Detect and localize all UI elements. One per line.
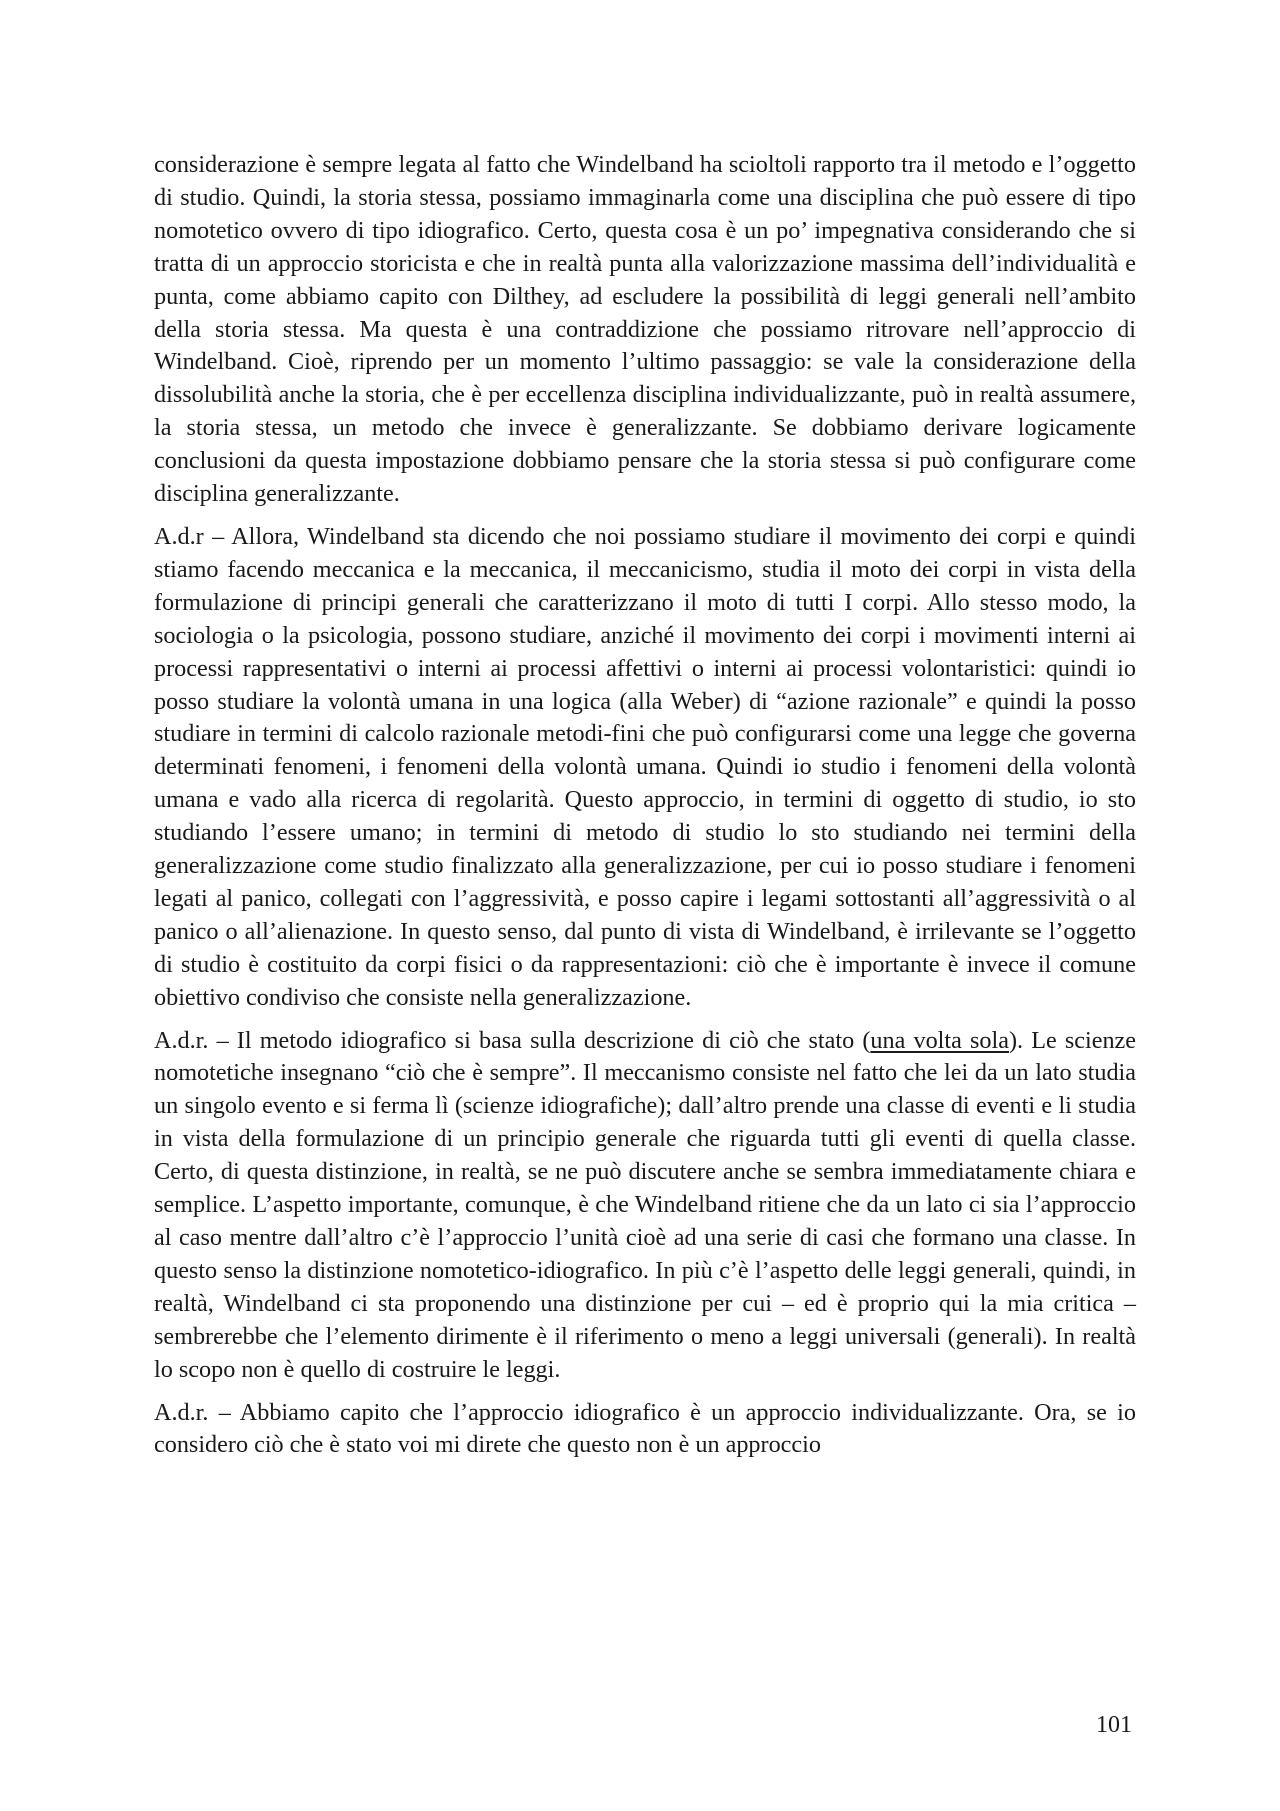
- document-body: [154, 149, 1136, 1472]
- page-number: 101: [1096, 1712, 1132, 1738]
- paragraph-3-underlined-text: una volta sola: [870, 1026, 1009, 1054]
- paragraph-2: A.d.r – Allora, Windelband sta dicendo che noi possiamo studiare il movimento dei corpi e quindi stiamo facendo meccanica e la meccanica, il meccanicismo, studia il moto dei corpi in vista della formulazione di principi generali che caratterizzano il moto di tutti I corpi. Allo stesso modo, la sociologia o la psicologia, possono studiare, anziché il movimento dei corpi i movimenti interni ai processi rappresentativi o interni ai processi affettivi o interni ai processi volontaristici: quindi io posso studiare la volontà umana in una logica (alla Weber) di “azione razionale” e quindi la posso studiare in termini di calcolo razionale metodi-fini che può configurarsi come una legge che governa determinati fenomeni, i fenomeni della volontà umana. Quindi io studio i fenomeni della volontà umana e vado alla ricerca di regolarità. Questo approccio, in termini di oggetto di studio, io sto studiando l’essere umano; in termini di metodo di studio lo sto studiando nei termini della generalizzazione come studio finalizzato alla generalizzazione, per cui io posso studiare i fenomeni legati al panico, collegati con l’aggressività, e posso capire i legami sottostanti all’aggressività o al panico o all’alienazione. In questo senso, dal punto di vista di Windelband, è irrilevante se l’oggetto di studio è costituito da corpi fisici o da rappresentazioni: ciò che è importante è invece il comune obiettivo condiviso che consiste nella generalizzazione.: [154, 522, 1136, 1011]
- paragraph-3-text-before: A.d.r. – Il metodo idiografico si basa sulla descrizione di ciò che stato (: [154, 1026, 871, 1054]
- paragraph-3: [154, 1025, 1136, 1387]
- paragraph-3-text-after: ). Le scienze nomotetiche insegnano “ciò che è sempre”. Il meccanismo consiste nel fatto che lei da un lato studia un singolo evento e si ferma lì (scienze idiografiche); dall’altro prende una classe di eventi e li studia in vista della formulazione di un principio generale che riguarda tutti gli eventi di quella classe. Certo, di questa distinzione, in realtà, se ne può discutere anche se sembra immediatamente chiara e semplice. L’aspetto importante, comunque, è che Windelband ritiene che da un lato ci sia l’approccio al caso mentre dall’altro c’è l’approccio l’unità cioè ad una serie di casi che formano una classe. In questo senso la distinzione nomotetico-idiografico. In più c’è l’aspetto delle leggi generali, quindi, in realtà, Windelband ci sta proponendo una distinzione per cui – ed è proprio qui la mia critica – sembrerebbe che l’elemento dirimente è il riferimento o meno a leggi universali (generali). In realtà lo scopo non è quello di costruire le leggi.: [154, 1026, 1137, 1383]
- paragraph-1: considerazione è sempre legata al fatto che Windelband ha scioltoli rapporto tra il metodo e l’oggetto di studio. Quindi, la storia stessa, possiamo immaginarla come una disciplina che può essere di tipo nomotetico ovvero di tipo idiografico. Certo, questa cosa è un po’ impegnativa considerando che si tratta di un approccio storicista e che in realtà punta alla valorizzazione massima dell’individualità e punta, come abbiamo capito con Dilthey, ad escludere la possibilità di leggi generali nell’ambito della storia stessa. Ma questa è una contraddizione che possiamo ritrovare nell’approccio di Windelband. Cioè, riprendo per un momento l’ultimo passaggio: se vale la considerazione della dissolubilità anche la storia, che è per eccellenza disciplina individualizzante, può in realtà assumere, la storia stessa, un metodo che invece è generalizzante. Se dobbiamo derivare logicamente conclusioni da questa impostazione dobbiamo pensare che la storia stessa si può configurare come disciplina generalizzante.: [154, 151, 1136, 508]
- paragraph-4: A.d.r. – Abbiamo capito che l’approccio idiografico è un approccio individualizzante. Ora, se io considero ciò che è stato voi mi direte che questo non è un approccio: [154, 1398, 1136, 1459]
